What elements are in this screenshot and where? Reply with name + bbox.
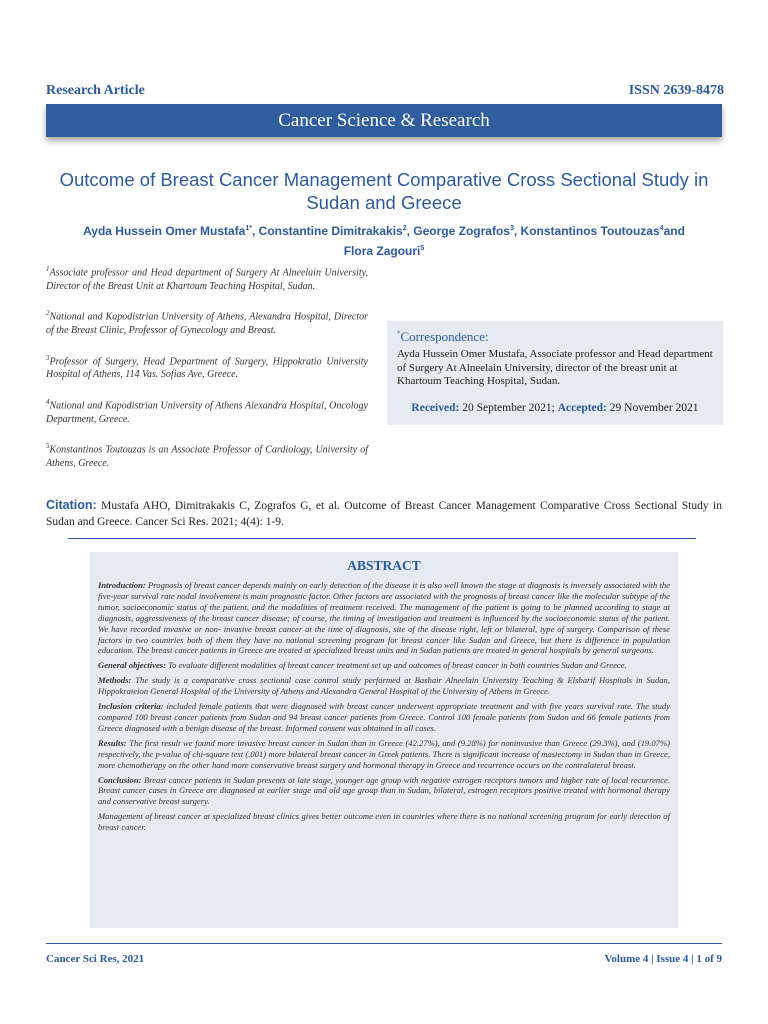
author-marker: 4 — [659, 225, 664, 232]
affiliation-text: Konstantinos Toutouzas is an Associate Professor of Cardiology, University of Athens, Greece. — [46, 444, 368, 470]
affiliation-marker: 5 — [46, 442, 50, 451]
affiliation — [46, 307, 368, 337]
affiliation-text: Associate professor and Head department of Surgery At Alneelain University, Director of the Breast Unit at Khartoum Teaching Hospital, Sudan. — [46, 267, 368, 292]
correspondence-marker: * — [397, 329, 401, 338]
author-marker: 5 — [420, 245, 425, 252]
author-conjunction: and — [663, 224, 685, 238]
paper-title: Outcome of Breast Cancer Management Comparative Cross Sectional Study in Sudan and Greece — [59, 169, 709, 213]
correspondence-box — [387, 321, 723, 425]
correspondence-text: Ayda Hussein Omer Mustafa, Associate professor and Head department of Surgery At Alneelain University, director of the breast unit at Khartoum Teaching Hospital, Sudan. — [397, 348, 713, 387]
abstract-inclusion — [98, 701, 670, 734]
abstract-label: Conclusion: — [98, 774, 142, 785]
footer-page-info: Volume 4 | Issue 4 | 1 of 9 — [604, 953, 722, 965]
abstract-objectives — [98, 660, 670, 671]
citation — [46, 497, 722, 530]
abstract-label: Inclusion criteria: — [98, 701, 164, 712]
correspondence-heading-text: Correspondence: — [400, 329, 489, 344]
section-divider — [68, 538, 696, 539]
affiliation-marker: 4 — [46, 397, 50, 406]
citation-text: Mustafa AHO, Dimitrakakis C, Zografos G, et al. Outcome of Breast Cancer Management Comparative Cross Sectional Study in Sudan and Greece. Cancer Sci Res. 2021; 4(4): 1-9. — [46, 500, 722, 528]
affiliation-marker: 1 — [46, 265, 50, 273]
affiliation — [46, 440, 368, 470]
received-date: 20 September 2021; — [462, 401, 555, 414]
affiliation-marker: 2 — [46, 309, 50, 318]
affiliation — [46, 263, 368, 293]
abstract-label: Introduction: — [98, 580, 146, 590]
author-marker: 2 — [402, 225, 407, 232]
abstract-heading: ABSTRACT — [347, 558, 421, 573]
author-name: Ayda Hussein Omer Mustafa — [83, 224, 246, 238]
accepted-label: Accepted: — [557, 401, 607, 414]
article-dates — [397, 402, 713, 414]
correspondence-heading — [397, 329, 713, 345]
article-type: Research Article — [46, 83, 145, 98]
author-name: George Zografos — [413, 224, 510, 238]
abstract-box — [90, 552, 678, 928]
abstract-label: Results: — [98, 737, 127, 748]
abstract-text: The study is a comparative cross sectional case control study performed at Bashair Alneelain University Teaching & Elsharif Hospitals in Sudan, Hippokrateion General Hospital of the University of Athens and Alexandra General Hospital of the University of Athens in Greece. — [98, 675, 670, 697]
footer-journal: Cancer Sci Res, 2021 — [46, 953, 145, 965]
author-marker: 3 — [509, 225, 514, 232]
abstract-text: To evaluate different modalities of breast cancer treatment set up and outcomes of breast cancer in both countries Sudan and Greece. — [168, 660, 627, 671]
abstract-text: Prognosis of breast cancer depends mainly on early detection of the disease it is also well known the stage at diagnosis is inversely associated with the five-year survival rate nodal involvement is main prognostic factor. Other factors are associated with the prognosis of breast cancer like the molecular subtype of the tumor, socioeconomic status of the patient, and the modalities of treatment received. The management of the patient is going to be planned according to stage at diagnosis, aggressiveness of the breast cancer disease; of course, the timing of investigation and treatment is influenced by the socioeconomic status of the patient. We have recorded invasive or non- invasive breast cancer at the time of diagnosis, site of the disease right, left or bilateral, type of surgery. Comparison of these factors in two countries both of them they have no national screening program for breast cancer like Sudan and Greece, but there is difference in population education. The breast cancer patients in Greece are treated at specialized breast units and in Sudan patients are treated in general hospitals by general surgeons. — [98, 580, 670, 656]
author-name: Flora Zagouri — [343, 244, 421, 258]
abstract-results — [98, 738, 670, 771]
abstract-text: included female patients that were diagnosed with breast cancer underwent appropriate treatment and with five years survival rate. The study compared 100 breast cancer patients from Sudan and 94 breast cancer patients from Greece. Control 100 female patients from Sudan and 66 female patients from Greece diagnosed with a benign disease of the breast. Informed consent was obtained in all cases. — [98, 701, 670, 733]
author-marker: 1* — [245, 225, 252, 232]
affiliations — [46, 263, 368, 485]
affiliation-text: National and Kapodistrian University of Athens, Alexandra Hospital, Director of the Breast Clinic, Professor of Gynecology and Breast. — [46, 311, 368, 337]
author-list: Ayda Hussein Omer Mustafa$^{1*}$, Constantine Dimitrakakis$^2$, George Zografos$^3$, Konstantinos Toutouzas$^4$and Flora Zagouri$^5$ — [83, 224, 685, 258]
abstract-label: General objectives: — [98, 660, 167, 671]
abstract-closing: Management of breast cancer at specialized breast clinics gives better outcome even in countries where there is no national screening program for early detection of breast cancer. — [98, 811, 670, 833]
affiliation — [46, 352, 368, 382]
affiliation-text: Professor of Surgery, Head Department of Surgery, Hippokratio University Hospital of Athens, 114 Vas. Sofias Ave, Greece. — [46, 355, 368, 381]
affiliation-text: National and Kapodistrian University of Athens Alexandra Hospital, Oncology Department, Greece. — [46, 400, 368, 425]
abstract-text: Breast cancer patients in Sudan presents at late stage, younger age group with negative estrogen receptors tumors and higher rate of local recurrence. Breast cancer cases in Greece are diagnosed at earlier stage and old age group than in Sudan, bilateral, estrogen receptors positive treated with hormonal therapy and conservative breast surgery. — [98, 774, 671, 807]
abstract-introduction — [98, 580, 670, 656]
abstract-conclusion — [98, 775, 670, 808]
issn: ISSN 2639-8478 — [628, 83, 724, 98]
affiliation-marker: 3 — [46, 353, 50, 362]
footer-divider — [46, 943, 722, 944]
abstract-methods — [98, 675, 670, 697]
abstract-label: Methods: — [98, 675, 132, 686]
received-label: Received: — [411, 401, 460, 414]
affiliation — [46, 396, 368, 426]
author-name: Konstantinos Toutouzas — [520, 224, 660, 238]
citation-label: Citation: — [46, 498, 97, 512]
abstract-text: The first result we found more invasive breast cancer in Sudan than in Greece (42.27%), and (9.28%) for noninvasive than Greece (29.3%), and (19.07%) respectively, the p-value of chi-square test (.001) more bilateral breast cancer in Greek patients. There is significant increase of mastectomy in Sudan than in Greece, more chemotherapy on the other hand more conservative breast surgery and hormonal therapy in Greece and recurrence occurs on the contralateral breast. — [98, 737, 670, 770]
accepted-date: 29 November 2021 — [609, 401, 699, 414]
author-name: Constantine Dimitrakakis — [258, 224, 403, 238]
journal-banner: Cancer Science & Research — [46, 104, 722, 137]
